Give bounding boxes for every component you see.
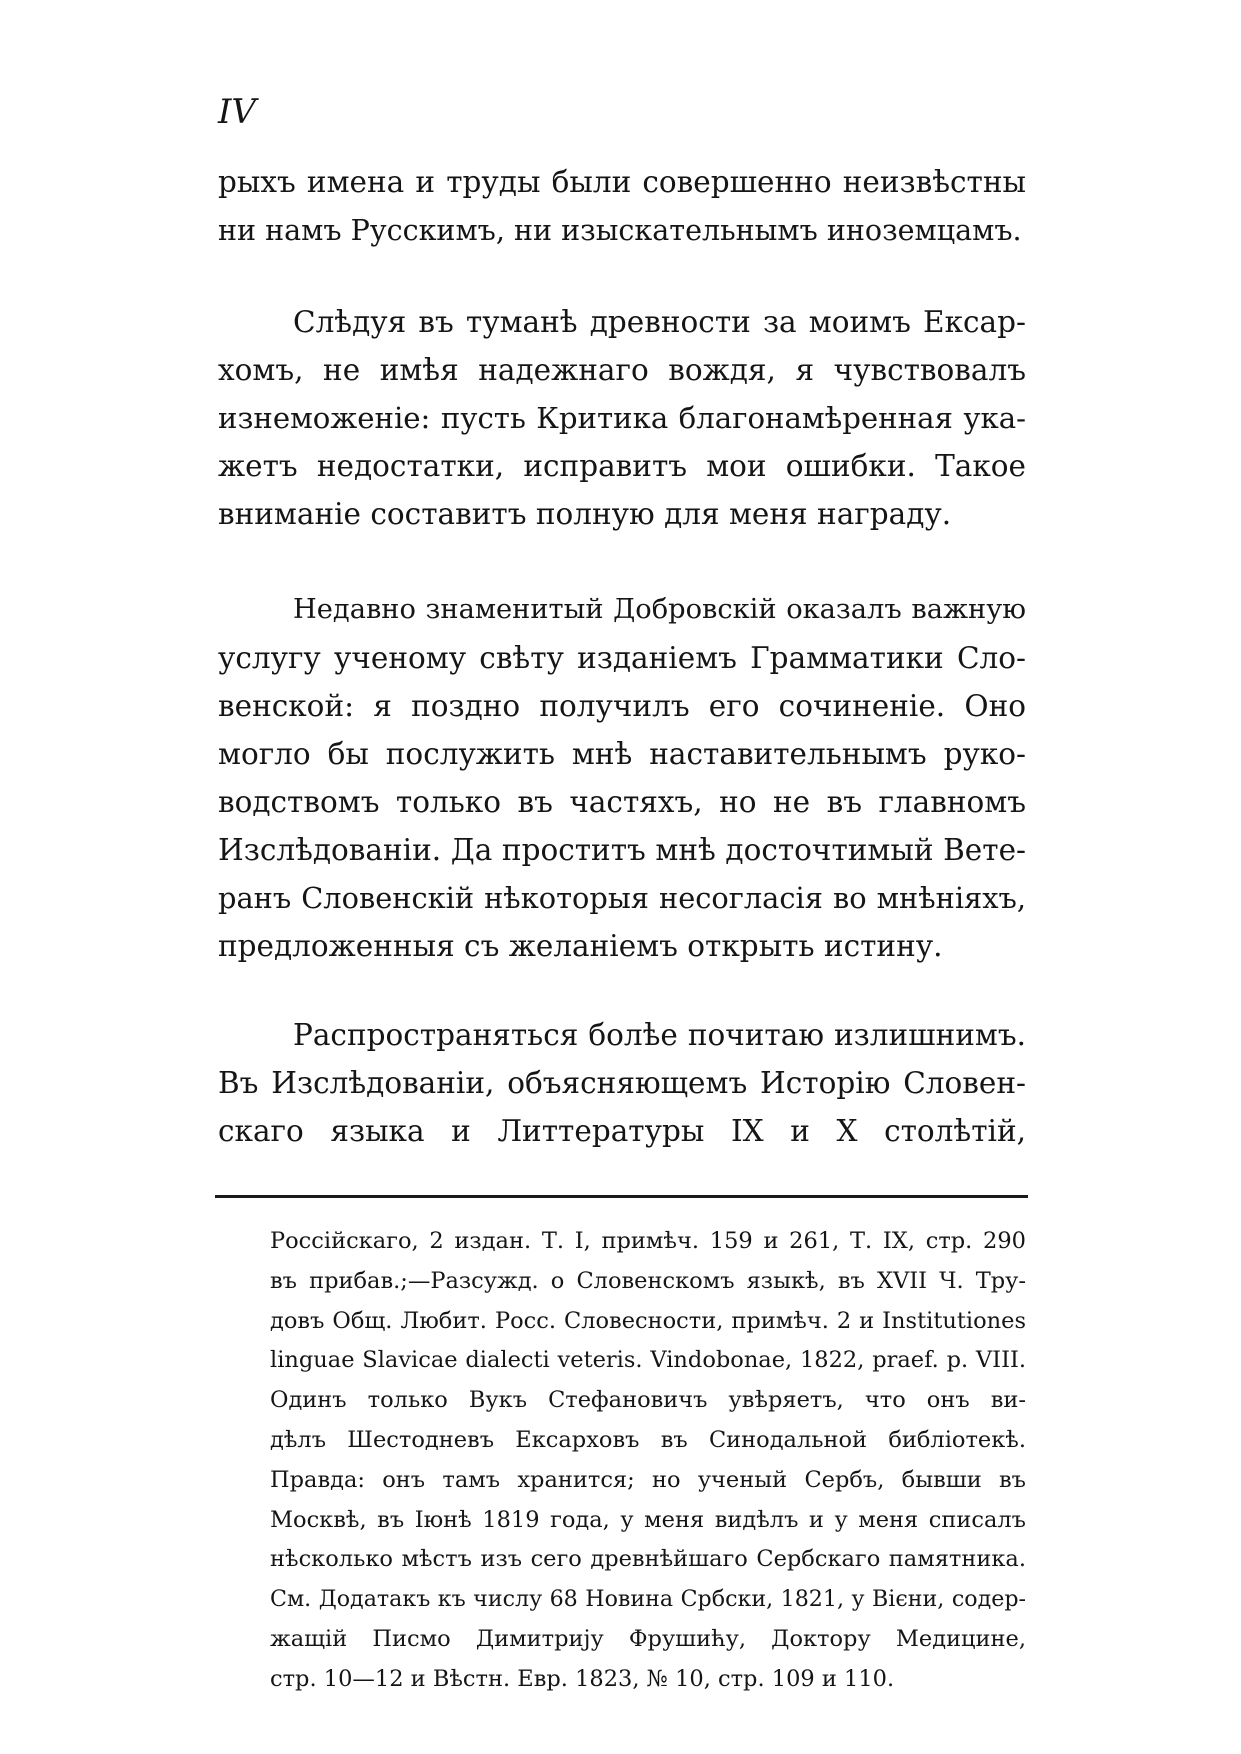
footnote-line: въ прибав.;—Разсужд. о Словенскомъ языкѣ, въ XVII Ч. Тру-	[270, 1267, 1026, 1294]
footnote-line: Москвѣ, въ Іюнѣ 1819 года, у меня видѣлъ и у меня списалъ	[270, 1506, 1026, 1533]
text-line: рыхъ имена и труды были совершенно неизвѣстны	[218, 165, 1026, 199]
footnote-line: нѣсколько мѣстъ изъ сего древнѣйшаго Сербскаго памятника.	[270, 1546, 1026, 1573]
footnote-line: Правда: онъ тамъ хранится; но ученый Сербъ, бывши въ	[270, 1466, 1026, 1493]
footnote-line: дѣлъ Шестодневъ Ексарховъ въ Синодальной библіотекѣ.	[270, 1426, 1026, 1453]
paragraph	[218, 298, 1026, 538]
footnote-line: довъ Общ. Любит. Росс. Словесности, примѣч. 2 и Institutiones	[270, 1307, 1026, 1334]
text-line: венской: я поздно получилъ его сочиненіе. Оно	[218, 689, 1026, 723]
paragraph-continuation	[218, 158, 1026, 254]
text-line: услугу ученому свѣту изданіемъ Грамматики Сло-	[218, 641, 1026, 675]
text-line: скаго языка и Литтературы IX и X столѣтій,	[218, 1114, 1026, 1148]
footnote-line: linguae Slavicae dialecti veteris. Vindobonae, 1822, praef. p. VIII.	[270, 1347, 1026, 1374]
footnote-line: См. Додатакъ къ числу 68 Новина Србски, 1821, у Вієни, содер-	[270, 1586, 1026, 1613]
text-line: Недавно знаменитый Добровскій оказалъ важную	[293, 594, 1026, 625]
text-line: Изслѣдованіи. Да проститъ мнѣ досточтимый Вете-	[218, 833, 1026, 867]
footnote	[270, 1222, 1026, 1700]
text-line: жетъ недостатки, исправитъ мои ошибки. Такое	[218, 449, 1026, 483]
paragraph	[218, 586, 1026, 970]
text-line: Распространяться болѣе почитаю излишнимъ.	[293, 1018, 1026, 1052]
text-line: ни намъ Русскимъ, ни изыскательнымъ иноземцамъ.	[218, 213, 1022, 247]
paragraph	[218, 1011, 1026, 1155]
text-line: Слѣдуя въ туманѣ древности за моимъ Ексар-	[293, 305, 1026, 339]
text-line: вниманіе составитъ полную для меня награду.	[218, 497, 952, 531]
text-line: Въ Изслѣдованіи, объясняющемъ Исторію Словен-	[218, 1066, 1026, 1100]
text-line: хомъ, не имѣя надежнаго вождя, я чувствовалъ	[218, 353, 1026, 387]
footnote-line: стр. 10—12 и Вѣстн. Евр. 1823, № 10, стр. 109 и 110.	[270, 1665, 895, 1692]
footnote-divider	[215, 1195, 1028, 1198]
footnote-line: жащій Писмо Димитрију Фрушићу, Доктору Медицине,	[270, 1625, 1026, 1652]
text-line: водствомъ только въ частяхъ, но не въ главномъ	[218, 785, 1026, 819]
page-number: IV	[218, 92, 256, 132]
text-line: предложенныя съ желаніемъ открыть истину.	[218, 929, 943, 963]
text-line: ранъ Словенскій нѣкоторыя несогласія во мнѣніяхъ,	[218, 881, 1026, 915]
text-line: изнеможеніе: пусть Критика благонамѣренная ука-	[218, 401, 1026, 435]
text-line: могло бы послужить мнѣ наставительнымъ руко-	[218, 737, 1026, 771]
footnote-line: Россійскаго, 2 издан. Т. I, примѣч. 159 и 261, Т. IX, стр. 290	[270, 1228, 1026, 1254]
footnote-line: Одинъ только Вукъ Стефановичъ увѣряетъ, что онъ ви-	[270, 1387, 1026, 1414]
